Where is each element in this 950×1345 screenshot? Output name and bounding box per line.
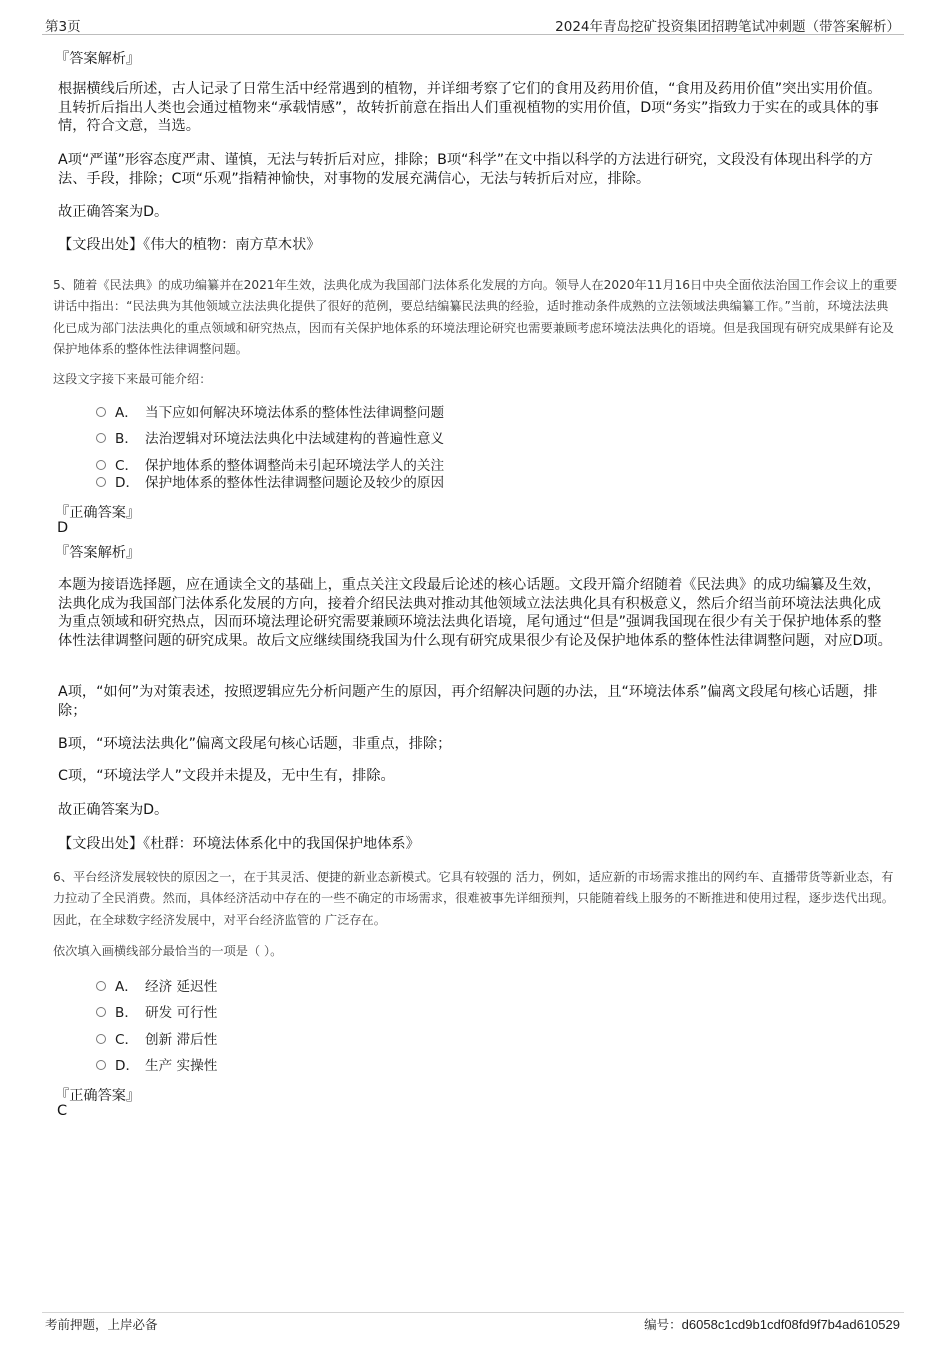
correct-answer: C [57,1103,68,1119]
page-header [42,14,904,35]
option-c[interactable]: C． 创新 滞后性 [96,1031,217,1049]
correct-answer: D [57,520,69,536]
analysis-paragraph: 根据横线后所述，古人记录了日常生活中经常遇到的植物，并详细考察了它们的食用及药用价值，“食用及药用价值”突出实用价值。且转折后指出人类也会通过植物来“承载情感”，故转折前意在指出人们重视植物的实用价值，D项“务实”指致力于实在的或具体的事情，符合文意，当选。 [58,81,882,134]
question-stem: 5、随着《民法典》的成功编纂并在2021年生效，法典化成为我国部门法体系化发展的方向。领导人在2020年11月16日中央全面依法治国工作会议上的重要讲话中指出：“民法典为其他领域立法法典化提供了很好的范例，要总结编纂民法典的经验，适时推动条件成熟的立法领域法典编纂工作。”当前，环境法法典化已成为部门法法典化的重点领域和研究热点，因而有关保护地体系的环境法理论研究也需要兼顾考虑环境法法典化的语境。但是我国现有研究成果鲜有论及保护地体系的整体性法律调整问题。 [53,278,898,356]
option-c[interactable]: C． 保护地体系的整体调整尚未引起环境法学人的关注 [96,457,444,475]
footer-slogan: 考前押题，上岸必备 [45,1317,158,1332]
page-number: 第3页 [45,19,81,35]
source-citation: 【文段出处】《伟大的植物：南方草木状》 [58,237,321,253]
page-footer [42,1312,904,1331]
question-prompt: 依次填入画横线部分最恰当的一项是（ ）。 [53,944,283,958]
analysis-label: 『答案解析』 [55,545,141,561]
radio-icon[interactable] [96,981,106,991]
analysis-paragraph: A项“严谨”形容态度严肃、谨慎，无法与转折后对应，排除；B项“科学”在文中指以科学的方法进行研究，文段没有体现出科学的方法、手段，排除；C项“乐观”指精神愉快，对事物的发展充满信心，无法与转折后对应，排除。 [58,152,873,187]
analysis-paragraph: 本题为接语选择题，应在通读全文的基础上，重点关注文段最后论述的核心话题。文段开篇介绍随着《民法典》的成功编纂及生效，法典化成为我国部门法体系化发展的方向，接着介绍民法典对推动其他领域立法法典化具有积极意义，然后介绍当前环境法法典化成为重点领域和研究热点，因而环境法理论研究需要兼顾环境法法典化语境，尾句通过“但是”强调我国现在很少有关于保护地体系的整体性法律调整问题的研究成果。故后文应继续围绕我国为什么现有研究成果很少有论及保护地体系的整体性法律调整问题，对应D项。 [58,577,892,649]
radio-icon[interactable] [96,460,106,470]
question-stem: 6、平台经济发展较快的原因之一，在于其灵活、便捷的新业态新模式。它具有较强的 活力，例如，适应新的市场需求推出的网约车、直播带货等新业态，有力拉动了全民消费。然而，具体经济活动中存在的一些不确定的市场需求，很难被事先详细预判，只能随着线上服务的不断推进和使用过程，逐步迭代出现。因此，在全球数字经济发展中，对平台经济监管的 广泛存在。 [53,870,894,927]
correct-answer-label: 『正确答案』 [55,505,141,521]
question-prompt: 这段文字接下来最可能介绍： [53,372,212,386]
option-b[interactable]: B． 法治逻辑对环境法法典化中法域建构的普遍性意义 [96,430,444,448]
analysis-paragraph: B项，“环境法法典化”偏离文段尾句核心话题，非重点，排除； [58,736,452,752]
analysis-paragraph: C项，“环境法学人”文段并未提及，无中生有，排除。 [58,768,395,784]
radio-icon[interactable] [96,477,106,487]
radio-icon[interactable] [96,1034,106,1044]
option-a[interactable]: A． 当下应如何解决环境法体系的整体性法律调整问题 [96,404,444,422]
option-d[interactable]: D． 生产 实操性 [96,1057,217,1075]
radio-icon[interactable] [96,1007,106,1017]
radio-icon[interactable] [96,433,106,443]
radio-icon[interactable] [96,1060,106,1070]
option-b[interactable]: B． 研发 可行性 [96,1004,217,1022]
radio-icon[interactable] [96,407,106,417]
analysis-label: 『答案解析』 [55,51,141,67]
answer-conclusion: 故正确答案为D。 [58,802,169,818]
source-citation: 【文段出处】《杜群：环境法体系化中的我国保护地体系》 [58,836,420,852]
option-a[interactable]: A． 经济 延迟性 [96,978,217,996]
answer-conclusion: 故正确答案为D。 [58,204,169,220]
option-d[interactable]: D． 保护地体系的整体性法律调整问题论及较少的原因 [96,474,444,492]
document-code: 编号：d6058c1cd9b1cdf08fd9f7b4ad610529 [644,1317,900,1332]
document-title: 2024年青岛挖矿投资集团招聘笔试冲刺题（带答案解析） [555,19,900,35]
correct-answer-label: 『正确答案』 [55,1088,141,1104]
analysis-paragraph: A项，“如何”为对策表述，按照逻辑应先分析问题产生的原因，再介绍解决问题的办法，且“环境法体系”偏离文段尾句核心话题，排除； [58,684,878,719]
